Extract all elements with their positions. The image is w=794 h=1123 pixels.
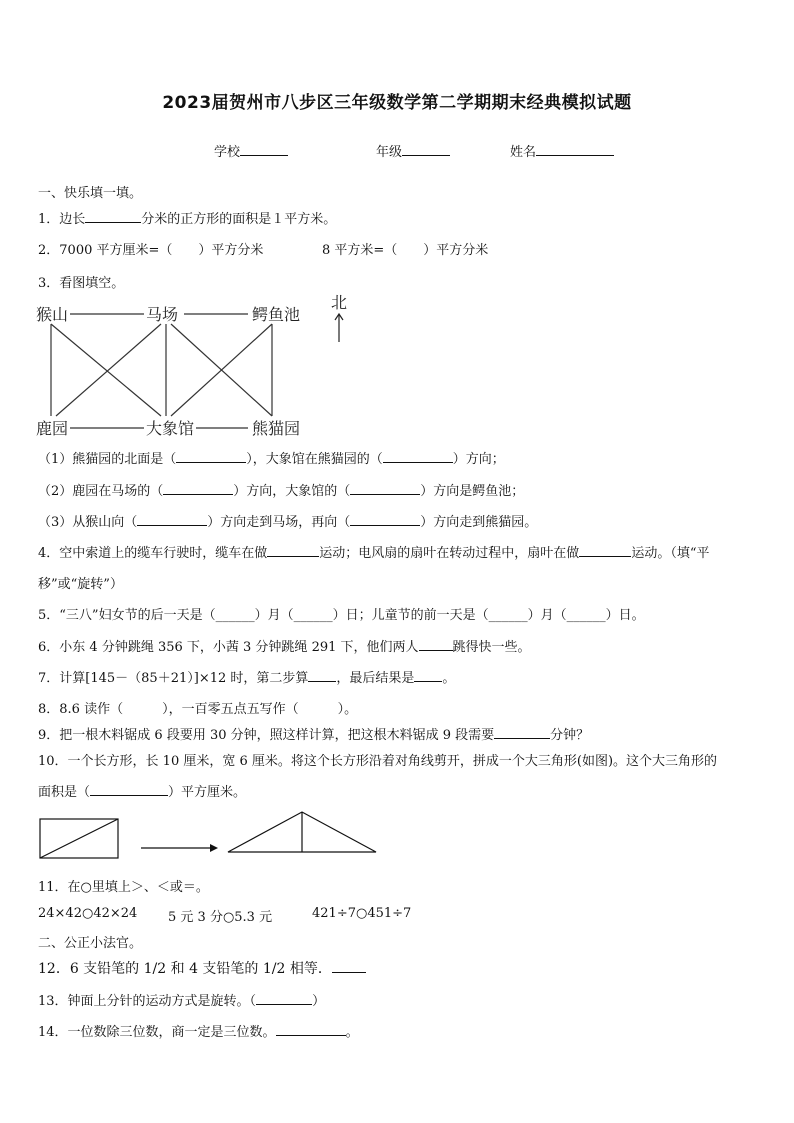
name-label: 姓名 <box>510 145 537 160</box>
q2-part-a: 7000 平方厘米=（ ）平方分米 <box>59 243 264 258</box>
q12-number: 12． <box>38 961 70 977</box>
question-3-3 <box>38 511 537 530</box>
q13-blank[interactable] <box>256 992 312 1005</box>
q4-blank-2[interactable] <box>579 544 631 557</box>
q6-number: 6． <box>38 640 60 655</box>
q12-blank[interactable] <box>332 960 366 973</box>
q3-1-post: ）方向； <box>452 452 505 467</box>
q1-blank[interactable] <box>85 210 141 223</box>
q7-blank-1[interactable] <box>308 669 336 682</box>
q11-number: 11． <box>38 880 68 895</box>
q3-2-mid: ）方向，大象馆的（ <box>233 484 351 499</box>
question-5 <box>38 604 645 623</box>
q2-part-b: 8 平方米=（ ）平方分米 <box>322 243 489 258</box>
q3-2-post: ）方向是鳄鱼池； <box>420 484 525 499</box>
q13-number: 13． <box>38 994 68 1009</box>
map-label-deer-park: 鹿园 <box>36 419 69 438</box>
rectangle-to-triangle-figure <box>38 808 378 862</box>
section-2-heading: 二、公正小法官。 <box>38 936 143 951</box>
q13-text: 钟面上分针的运动方式是旋转。（ <box>67 994 257 1009</box>
q3-1-blank-1[interactable] <box>176 450 246 463</box>
north-arrow-icon <box>328 292 350 344</box>
q10-line-2 <box>38 781 246 800</box>
zoo-map-diagram <box>36 298 326 443</box>
q1-number: 1． <box>38 212 60 227</box>
q3-3-blank-2[interactable] <box>350 513 420 526</box>
q10-pre: 面积是（ <box>38 785 91 800</box>
question-7 <box>38 667 455 686</box>
q14-number: 14． <box>38 1025 68 1040</box>
q5-text: “三八”妇女节的后一天是（______）月（______）日；儿童节的前一天是（______）月（______）日。 <box>59 608 645 623</box>
q10-post: ）平方厘米。 <box>168 785 247 800</box>
q3-3-blank-1[interactable] <box>137 513 207 526</box>
q3-3-mid: ）方向走到马场，再向（ <box>207 515 351 530</box>
q4-blank-1[interactable] <box>267 544 319 557</box>
q7-number: 7． <box>38 671 60 686</box>
north-label: 北 <box>331 293 348 312</box>
q4-part-a: 空中索道上的缆车行驶时，缆车在做 <box>59 546 268 561</box>
q7-pre: 计算[145－（85＋21）]×12 时，第二步算 <box>59 671 309 686</box>
page-title: 2023届贺州市八步区三年级数学第二学期期末经典模拟试题 <box>162 93 632 113</box>
question-6 <box>38 636 531 655</box>
q3-2-blank-2[interactable] <box>350 482 420 495</box>
map-label-elephant-house: 大象馆 <box>146 419 195 438</box>
q1-pre: 边长 <box>59 212 86 227</box>
question-2 <box>38 239 263 258</box>
map-label-monkey-hill: 猴山 <box>36 305 69 324</box>
q11-expr-c: 421÷7○451÷7 <box>312 906 412 921</box>
q4-part-c: 运动。（填“平 <box>631 546 710 561</box>
q14-text: 一位数除三位数，商一定是三位数。 <box>67 1025 276 1040</box>
q12-text: 6 支铅笔的 1/2 和 4 支铅笔的 1/2 相等． <box>69 961 332 977</box>
grade-field <box>376 141 450 160</box>
question-3-1 <box>38 448 505 467</box>
q7-blank-2[interactable] <box>414 669 442 682</box>
school-blank[interactable] <box>240 143 288 156</box>
map-label-horse-farm: 马场 <box>146 305 179 324</box>
question-9 <box>38 724 589 743</box>
q8-number: 8． <box>38 702 60 717</box>
q13-post: ） <box>312 994 326 1009</box>
q6-blank[interactable] <box>419 638 453 651</box>
question-14 <box>38 1021 359 1040</box>
q3-3-pre: （3）从猴山向（ <box>38 515 138 530</box>
q11-expr-a: 24×42○42×24 <box>38 906 138 921</box>
question-11 <box>38 876 209 895</box>
q3-1-mid: ），大象馆在熊猫园的（ <box>246 452 383 467</box>
q9-post: 分钟？ <box>550 728 590 743</box>
school-field <box>214 141 288 160</box>
q4-number: 4． <box>38 546 60 561</box>
q10-blank[interactable] <box>90 783 168 796</box>
section-1-heading: 一、快乐填一填。 <box>38 186 143 201</box>
diagonal-line <box>40 819 118 858</box>
question-13 <box>38 990 325 1009</box>
q3-1-blank-2[interactable] <box>383 450 453 463</box>
q6-post: 跳得快一些。 <box>452 640 531 655</box>
map-label-crocodile-pond: 鳄鱼池 <box>252 305 301 324</box>
name-blank[interactable] <box>536 143 614 156</box>
q3-3-post: ）方向走到熊猫园。 <box>420 515 538 530</box>
q2-number: 2． <box>38 243 60 258</box>
q10-number: 10． <box>38 754 68 769</box>
q7-mid: ，最后结果是 <box>336 671 415 686</box>
arrow-head-icon <box>210 844 218 852</box>
q3-number: 3． <box>38 276 60 291</box>
q9-number: 9． <box>38 728 60 743</box>
question-4 <box>38 542 709 561</box>
question-10 <box>38 750 717 769</box>
grade-label: 年级 <box>376 145 403 160</box>
question-12 <box>38 958 366 978</box>
q4-line-2: 移”或“旋转”） <box>38 577 123 592</box>
question-1 <box>38 208 336 227</box>
question-3-2 <box>38 480 524 499</box>
q6-pre: 小东 4 分钟跳绳 356 下，小茜 3 分钟跳绳 291 下，他们两人 <box>59 640 419 655</box>
map-label-panda-park: 熊猫园 <box>252 419 301 438</box>
q7-post: 。 <box>442 671 456 686</box>
q3-2-blank-1[interactable] <box>163 482 233 495</box>
q10-line-1: 一个长方形，长 10 厘米，宽 6 厘米。将这个长方形沿着对角线剪开，拼成一个大三角形(如图)。这个大三角形的 <box>67 754 718 769</box>
question-8 <box>38 698 357 717</box>
q14-blank[interactable] <box>276 1023 346 1036</box>
q5-number: 5． <box>38 608 60 623</box>
q11-expr-b: 5 元 3 分○5.3 元 <box>168 910 273 925</box>
q3-2-pre: （2）鹿园在马场的（ <box>38 484 164 499</box>
name-field <box>510 141 614 160</box>
q8-text: 8.6 读作（ ），一百零五点五写作（ ）。 <box>59 702 358 717</box>
q9-pre: 把一根木料锯成 6 段要用 30 分钟，照这样计算，把这根木料锯成 9 段需要 <box>59 728 495 743</box>
question-3 <box>38 272 124 291</box>
q4-part-b: 运动；电风扇的扇叶在转动过程中，扇叶在做 <box>319 546 580 561</box>
q9-blank[interactable] <box>494 726 550 739</box>
q11-text: 在○里填上＞、＜或＝。 <box>67 880 209 895</box>
q14-post: 。 <box>345 1025 359 1040</box>
q3-text: 看图填空。 <box>59 276 125 291</box>
q3-1-pre: （1）熊猫园的北面是（ <box>38 452 177 467</box>
school-label: 学校 <box>214 145 241 160</box>
q1-post: 分米的正方形的面积是１平方米。 <box>141 212 337 227</box>
grade-blank[interactable] <box>402 143 450 156</box>
